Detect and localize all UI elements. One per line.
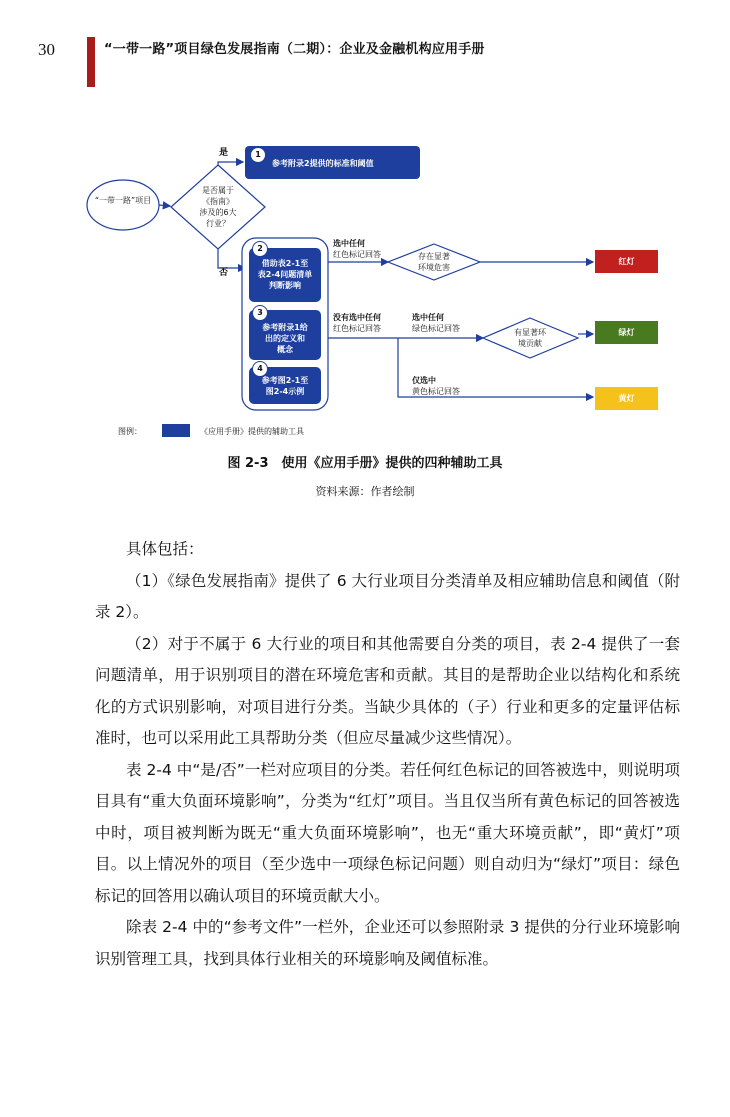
page-number: 30 xyxy=(38,40,55,59)
tool3-line-2: 出的定义和 xyxy=(265,334,305,343)
body-text xyxy=(95,534,680,975)
tool3-line-3: 概念 xyxy=(277,345,293,354)
harm-line-1: 存在显著 xyxy=(418,252,450,261)
harm-line-2: 环境危害 xyxy=(418,263,450,272)
tool1-number: 1 xyxy=(250,147,266,163)
tool2-line-1: 借助表2-1至 xyxy=(261,259,309,268)
branch-yellow-line-1: 仅选中 xyxy=(412,376,436,385)
tool2-label xyxy=(249,258,321,291)
running-header-title: “一带一路”项目绿色发展指南（二期）：企业及金融机构应用手册 xyxy=(104,42,485,57)
branch-red-label xyxy=(333,238,381,260)
flowchart-figure xyxy=(0,0,730,440)
paragraph-intro: 具体包括： xyxy=(126,540,204,558)
decision-label xyxy=(178,185,258,229)
yellow-light-label: 黄灯 xyxy=(618,394,635,403)
branch-not-red-label xyxy=(333,312,381,334)
decision-line-2: 《指南》 xyxy=(202,197,234,206)
legend-label: 图例： xyxy=(118,427,142,436)
contrib-line-2: 境贡献 xyxy=(518,339,542,348)
no-label: 否 xyxy=(219,268,229,278)
branch-green-line-2: 绿色标记回答 xyxy=(412,324,460,333)
red-light-label: 红灯 xyxy=(618,257,635,266)
branch-not-red-line-2: 红色标记回答 xyxy=(333,324,381,333)
decision-line-4: 行业？ xyxy=(206,219,230,228)
branch-not-red-line-1: 没有选中任何 xyxy=(333,313,381,322)
harm-diamond-label xyxy=(398,251,470,273)
tool4-line-2: 图2-4示例 xyxy=(265,387,305,396)
tool4-label xyxy=(249,375,321,397)
tool4-number: 4 xyxy=(252,361,268,377)
figure-source: 资料来源：作者绘制 xyxy=(315,485,415,498)
branch-red-line-2: 红色标记回答 xyxy=(333,250,381,259)
paragraph-4: 除表 2-4 中的“参考文件”一栏外，企业还可以参照附录 3 提供的分行业环境影响识别管理工具，找到具体行业相关的环境影响及阈值标准。 xyxy=(95,918,680,968)
tool3-label xyxy=(249,322,321,355)
figure-caption: 图 2-3 使用《应用手册》提供的四种辅助工具 xyxy=(227,456,503,471)
tool4-line-1: 参考图2-1至 xyxy=(261,376,309,385)
decision-line-3: 涉及的6大 xyxy=(199,208,237,217)
tool1-label: 参考附录2提供的标准和阈值 xyxy=(272,159,374,168)
legend-swatch xyxy=(162,424,190,437)
flowchart-connectors xyxy=(0,0,730,440)
legend-text: 《应用手册》提供的辅助工具 xyxy=(200,427,304,436)
tool2-number: 2 xyxy=(252,241,268,257)
branch-yellow-label xyxy=(412,375,460,397)
tool2-line-3: 判断影响 xyxy=(269,281,301,290)
yes-label: 是 xyxy=(219,148,229,158)
tool3-number: 3 xyxy=(252,305,268,321)
branch-green-line-1: 选中任何 xyxy=(412,313,444,322)
tool3-line-1: 参考附录1给 xyxy=(262,323,308,332)
contribution-diamond-label xyxy=(494,327,566,349)
paragraph-2: （2）对于不属于 6 大行业的项目和其他需要自分类的项目，表 2-4 提供了一套问题清单，用于识别项目的潜在环境危害和贡献。其目的是帮助企业以结构化和系统化的方式识别影响，对项目进行分类。当缺少具体的（子）行业和更多的定量评估标准时，也可以采用此工具帮助分类（但应尽量减少这些情况）。 xyxy=(95,634,680,747)
branch-red-line-1: 选中任何 xyxy=(333,239,365,248)
start-node-label: “一带一路”项目 xyxy=(94,196,152,205)
decision-line-1: 是否属于 xyxy=(202,186,234,195)
contrib-line-1: 有显著环 xyxy=(514,328,546,337)
tool2-line-2: 表2-4问题清单 xyxy=(257,270,313,279)
paragraph-1: （1）《绿色发展指南》提供了 6 大行业项目分类清单及相应辅助信息和阈值（附录 2）。 xyxy=(95,571,680,621)
branch-green-label xyxy=(412,312,460,334)
paragraph-3: 表 2-4 中“是/否”一栏对应项目的分类。若任何红色标记的回答被选中，则说明项目具有“重大负面环境影响”，分类为“红灯”项目。当且仅当所有黄色标记的回答被选中时，项目被判断为既无“重大负面环境影响”，也无“重大环境贡献”，即“黄灯”项目。以上情况外的项目（至少选中一项绿色标记问题）则自动归为“绿灯”项目：绿色标记的回答用以确认项目的环境贡献大小。 xyxy=(95,760,680,905)
branch-yellow-line-2: 黄色标记回答 xyxy=(412,387,460,396)
green-light-label: 绿灯 xyxy=(618,328,635,337)
